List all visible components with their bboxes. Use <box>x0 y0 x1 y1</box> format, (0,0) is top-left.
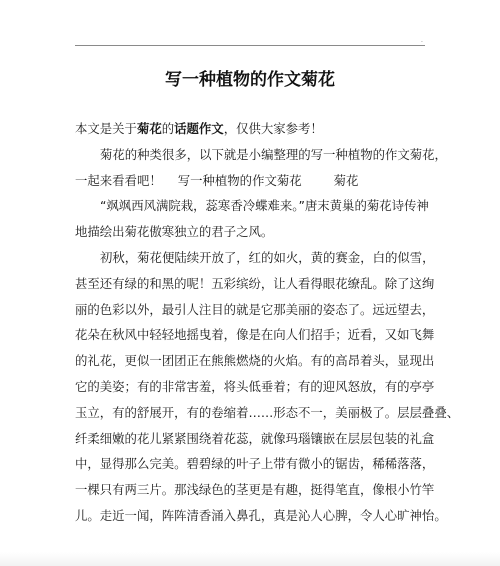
paragraph-line: 儿。走近一闻，阵阵清香涌入鼻孔，真是沁人心脾，令人心旷神怡。 <box>75 507 447 523</box>
paragraph-line: 玉立，有的舒展开，有的卷缩着……形态不一，美丽极了。层层叠叠、 <box>75 404 460 420</box>
paragraph-line: 纤柔细嫩的花儿紧紧围绕着花蕊，就像玛瑙镶嵌在层层包装的礼盒 <box>75 430 435 446</box>
paragraph-line: 中，显得那么完美。碧碧绿的叶子上带有微小的锯齿，稀稀落落， <box>75 456 435 472</box>
intro-keyword: 话题作文 <box>174 121 224 136</box>
subtitle-text: 写一种植物的作文菊花 <box>177 172 302 188</box>
intro-line <box>75 116 435 142</box>
paragraph-text: 一起来看看吧！ <box>75 172 162 188</box>
intro-keyword: 菊花 <box>136 121 162 136</box>
paragraph-line: 菊花的种类很多，以下就是小编整理的写一种植物的作文菊花， <box>100 146 447 162</box>
paragraph-line: 地描绘出菊花傲寒独立的君子之风。 <box>75 224 274 240</box>
document-body <box>75 116 460 529</box>
intro-text: 本文是关于 <box>75 121 137 136</box>
paragraph-line <box>75 168 435 194</box>
paragraph-line: 的礼花，更似一团团正在熊熊燃烧的火焰。有的高昂着头，显现出 <box>75 353 435 369</box>
document-title: 写一种植物的作文菊花 <box>165 70 335 90</box>
subtitle-text: 菊花 <box>333 172 359 188</box>
intro-text: ，仅供大家参考！ <box>223 121 323 136</box>
corner-mark: . <box>421 37 423 44</box>
paragraph-line: 丽的色彩以外，最引人注目的就是它那美丽的姿态了。远远望去， <box>75 301 435 317</box>
paragraph-line: 初秋，菊花便陆续开放了，红的如火，黄的赛金，白的似雪， <box>100 249 435 265</box>
paragraph-line: 一棵只有两三片。那浅绿色的茎更是有趣，挺得笔直，像根小竹竿 <box>75 482 435 498</box>
header-rule <box>75 45 425 46</box>
paragraph-line: 甚至还有绿的和黑的呢！五彩缤纷，让人看得眼花缭乱。除了这绚 <box>75 275 435 291</box>
paragraph-line: 花朵在秋风中轻轻地摇曳着，像是在向人们招手；近看，又如飞舞 <box>75 327 435 343</box>
paragraph-line: “飒飒西风满院栽，蕊寒香冷蝶难来。”唐末黄巢的菊花诗传神 <box>100 198 429 214</box>
intro-text: 的 <box>161 121 175 136</box>
page-bottom-fade <box>0 552 500 566</box>
paragraph-line: 它的美姿；有的非常害羞，将头低垂着；有的迎风怒放，有的亭亭 <box>75 378 435 394</box>
